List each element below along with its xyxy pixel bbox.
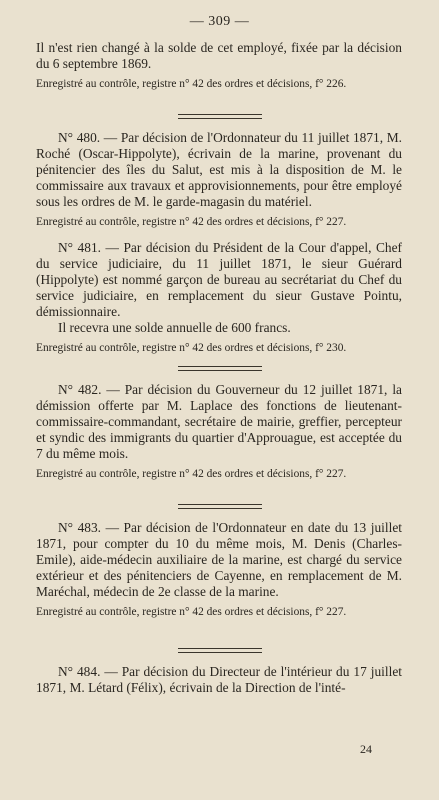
separator-rule	[178, 366, 262, 371]
entry-482	[36, 382, 402, 482]
registry-note: Enregistré au contrôle, registre n° 42 des ordres et décisions, f° 230.	[36, 342, 347, 354]
entry-480	[36, 130, 402, 230]
entry-continuation	[36, 40, 402, 92]
entry-extra: Il recevra une solde annuelle de 600 francs.	[58, 320, 291, 335]
registry-note: Enregistré au contrôle, registre n° 42 des ordres et décisions, f° 227.	[36, 606, 347, 618]
entry-text: N° 481. — Par décision du Président de la Cour d'appel, Chef du service judiciaire, du 11 juillet 1871, le sieur Guérard (Hippolyte) est nommé garçon de bureau au secrétariat du Chef du service judiciaire, en remplacement du sieur Gustave Pointu, démissionnaire.	[36, 240, 402, 319]
separator-rule	[178, 114, 262, 119]
entry-text: N° 480. — Par décision de l'Ordonnateur du 11 juillet 1871, M. Roché (Oscar-Hippolyte), écrivain de la marine, provenant du pénitencier des îles du Salut, est mis à la disposition de M. le commissaire aux travaux et approvisionnements, pour être employé sous les ordres de M. le garde-magasin du matériel.	[36, 130, 402, 209]
entry-483	[36, 520, 402, 620]
registry-note: Enregistré au contrôle, registre n° 42 des ordres et décisions, f° 226.	[36, 78, 347, 90]
entry-text: N° 484. — Par décision du Directeur de l'intérieur du 17 juillet 1871, M. Létard (Félix), écrivain de la Direction de l'inté-	[36, 664, 402, 695]
entry-484	[36, 664, 402, 696]
registry-note: Enregistré au contrôle, registre n° 42 des ordres et décisions, f° 227.	[36, 216, 347, 228]
entry-text: Il n'est rien changé à la solde de cet employé, fixée par la décision du 6 septembre 1869.	[36, 40, 402, 71]
entry-481	[36, 240, 402, 356]
separator-rule	[178, 504, 262, 509]
entry-text: N° 482. — Par décision du Gouverneur du 12 juillet 1871, la démission offerte par M. Laplace des fonctions de lieutenant-commissaire-commandant, secrétaire de mairie, greffier, percepteur et syndic des immigrants du quartier d'Approuague, est acceptée du 7 du même mois.	[36, 382, 402, 461]
signature-mark: 24	[360, 742, 372, 756]
entry-text: N° 483. — Par décision de l'Ordonnateur en date du 13 juillet 1871, pour compter du 10 du même mois, M. Denis (Charles-Emile), aide-médecin auxiliaire de la marine, est chargé du service extérieur et des pénitenciers de Cayenne, en remplacement de M. Maréchal, médecin de 2e classe de la marine.	[36, 520, 402, 599]
page-number: — 309 —	[189, 14, 250, 29]
registry-note: Enregistré au contrôle, registre n° 42 des ordres et décisions, f° 227.	[36, 468, 347, 480]
separator-rule	[178, 648, 262, 653]
